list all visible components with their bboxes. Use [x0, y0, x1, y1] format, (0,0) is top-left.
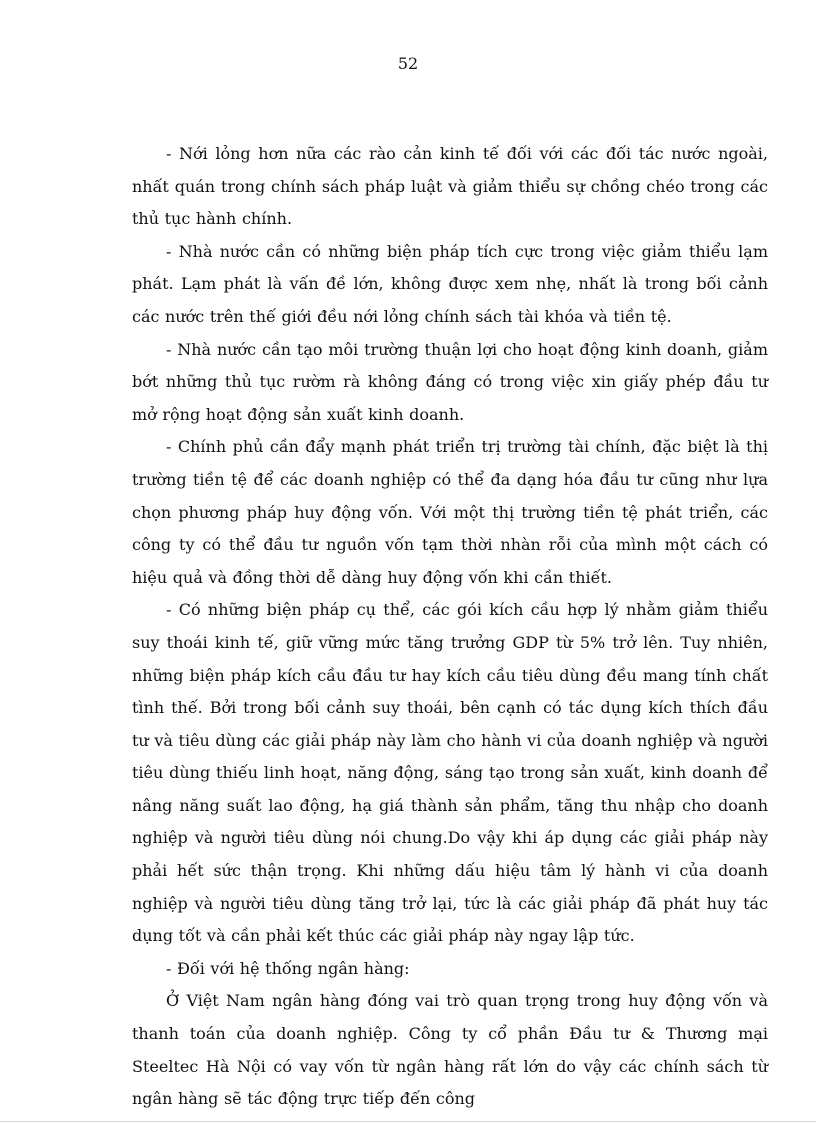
paragraph-foreign-barriers: - Nới lỏng hơn nữa các rào cản kinh tế đối với các đối tác nước ngoài, nhất quán trong chính sách pháp luật và giảm thiểu sự chồng chéo trong các thủ tục hành chính.: [132, 144, 768, 229]
paragraph-financial-market: - Chính phủ cần đẩy mạnh phát triển trị trường tài chính, đặc biệt là thị trường tiền tệ để các doanh nghiệp có thể đa dạng hóa đầu tư cũng như lựa chọn phương pháp huy động vốn. Với một thị trường tiền tệ phát triển, các công ty có thể đầu tư nguồn vốn tạm thời nhàn rỗi của mình một cách có hiệu quả và đồng thời dễ dàng huy động vốn khi cần thiết.: [132, 437, 768, 587]
paragraph-stimulus-measures: - Có những biện pháp cụ thể, các gói kích cầu hợp lý nhằm giảm thiểu suy thoái kinh tế, giữ vững mức tăng trưởng GDP từ 5% trở lên. Tuy nhiên, những biện pháp kích cầu đầu tư hay kích cầu tiêu dùng đều mang tính chất tình thế. Bởi trong bối cảnh suy thoái, bên cạnh có tác dụng kích thích đầu tư và tiêu dùng các giải pháp này làm cho hành vi của doanh nghiệp và người tiêu dùng thiếu linh hoạt, năng động, sáng tạo trong sản xuất, kinh doanh để nâng năng suất lao động, hạ giá thành sản phẩm, tăng thu nhập cho doanh nghiệp và người tiêu dùng nói chung.Do vậy khi áp dụng các giải pháp này phải hết sức thận trọng. Khi những dấu hiệu tâm lý hành vi của doanh nghiệp và người tiêu dùng tăng trở lại, tức là các giải pháp đã phát huy tác dụng tốt và cần phải kết thúc các giải pháp này ngay lập tức.: [132, 600, 768, 946]
document-body: [132, 138, 768, 1116]
page-bottom-divider: [0, 1121, 816, 1122]
page-number: 52: [397, 54, 419, 73]
paragraph-business-environment: - Nhà nước cần tạo môi trường thuận lợi cho hoạt động kinh doanh, giảm bớt những thủ tục rườm rà không đáng có trong việc xin giấy phép đầu tư mở rộng hoạt động sản xuất kinh doanh.: [132, 339, 768, 424]
paragraph-banking-role: Ở Việt Nam ngân hàng đóng vai trò quan trọng trong huy động vốn và thanh toán của doanh nghiệp. Công ty cổ phần Đầu tư & Thương mại Steeltec Hà Nội có vay vốn từ ngân hàng rất lớn do vậy các chính sách từ ngân hàng sẽ tác động trực tiếp đến công: [132, 991, 768, 1109]
paragraph-banking-heading: - Đối với hệ thống ngân hàng:: [166, 958, 410, 978]
paragraph-inflation: - Nhà nước cần có những biện pháp tích cực trong việc giảm thiểu lạm phát. Lạm phát là vấn đề lớn, không được xem nhẹ, nhất là trong bối cảnh các nước trên thế giới đều nới lỏng chính sách tài khóa và tiền tệ.: [132, 241, 768, 326]
